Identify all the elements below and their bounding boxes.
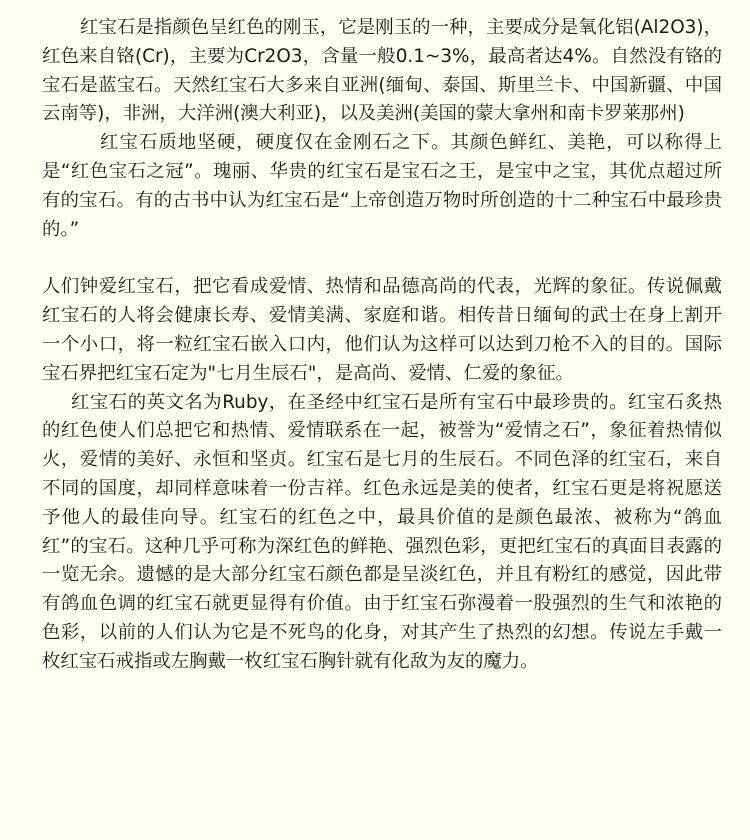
paragraph-ruby-definition: 红宝石是指颜色呈红色的刚玉，它是刚玉的一种，主要成分是氧化铝(Al2O3)，红色来自铬(Cr)，主要为Cr2O3，含量一般0.1~3%，最高者达4%。自然没有铬的宝石是蓝宝石。天然红宝石大多来自亚洲(缅甸、泰国、斯里兰卡、中国新疆、中国云南等)，非洲，大洋洲(澳大利亚)，以及美洲(美国的蒙大拿州和南卡罗莱那州) bbox=[42, 17, 722, 125]
paragraph-ruby-symbolism: 人们钟爱红宝石，把它看成爱情、热情和品德高尚的代表，光辉的象征。传说佩戴红宝石的人将会健康长寿、爱情美满、家庭和谐。相传昔日缅甸的武士在身上割开一个小口，将一粒红宝石嵌入口内，他们认为这样可以达到刀枪不入的目的。国际宝石界把红宝石定为"七月生辰石"，是高尚、爱情、仁爱的象征。 bbox=[42, 276, 722, 384]
paragraph-ruby-english-name: 红宝石的英文名为Ruby，在圣经中红宝石是所有宝石中最珍贵的。红宝石炙热的红色使人们总把它和热情、爱情联系在一起，被誉为“爱情之石”，象征着热情似火，爱情的美好、永恒和坚贞。红宝石是七月的生辰石。不同色泽的红宝石，来自不同的国度，却同样意味着一份吉祥。红色永远是美的使者，红宝石更是将祝愿送予他人的最佳向导。红宝石的红色之中，最具价值的是颜色最浓、被称为“鸽血红”的宝石。这种几乎可称为深红色的鲜艳、强烈色彩，更把红宝石的真面目表露的一览无余。遗憾的是大部分红宝石颜色都是呈淡红色，并且有粉红的感觉，因此带有鸽血色调的红宝石就更显得有价值。由于红宝石弥漫着一股强烈的生气和浓艳的色彩，以前的人们认为它是不死鸟的化身，对其产生了热烈的幻想。传说左手戴一枚红宝石戒指或左胸戴一枚红宝石胸针就有化敌为友的魔力。 bbox=[42, 391, 722, 672]
paragraph-ruby-hardness: 红宝石质地坚硬，硬度仅在金刚石之下。其颜色鲜红、美艳，可以称得上是“红色宝石之冠”。瑰丽、华贵的红宝石是宝石之王，是宝中之宝，其优点超过所有的宝石。有的古书中认为红宝石是“上帝创造万物时所创造的十二种宝石中最珍贵的。” bbox=[42, 132, 722, 240]
